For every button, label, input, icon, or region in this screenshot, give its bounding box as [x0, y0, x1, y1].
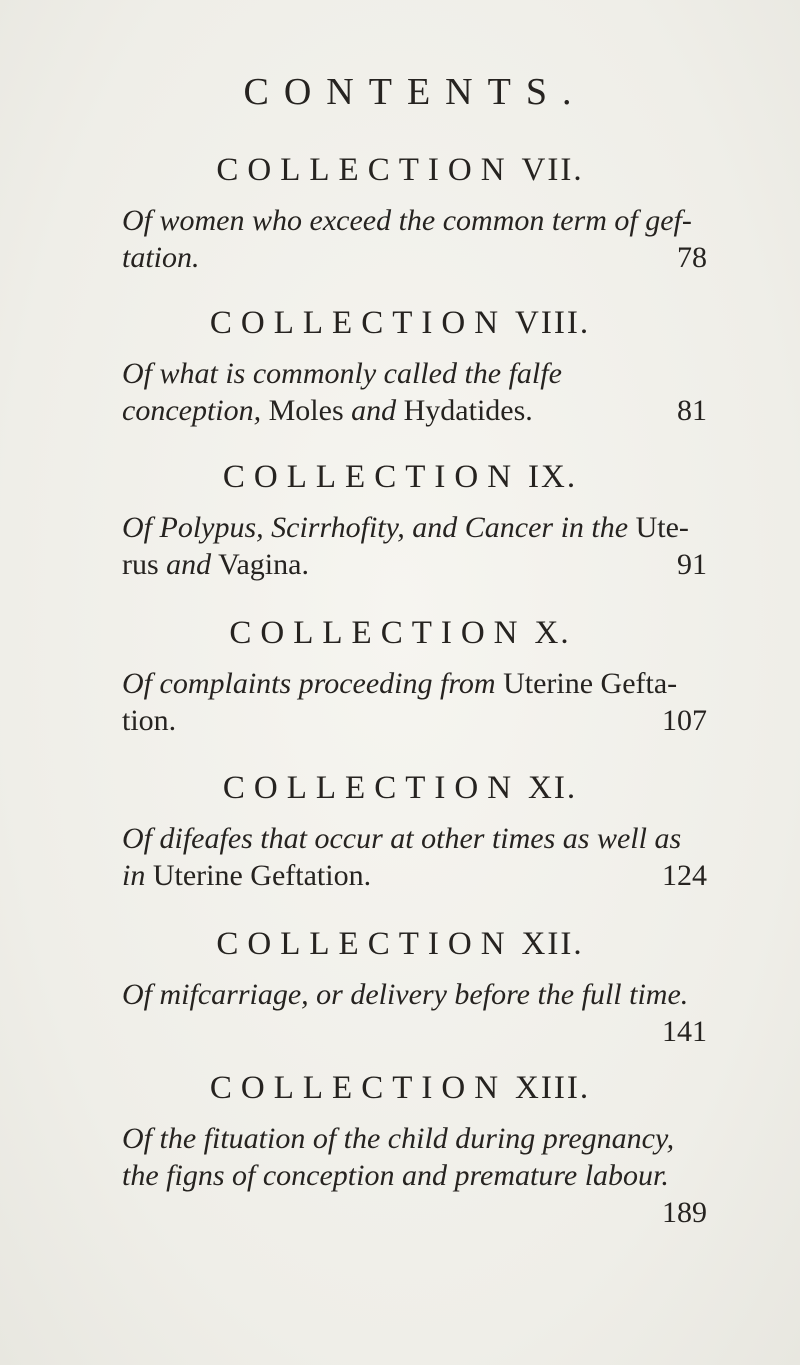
page-number: 107 — [662, 704, 707, 737]
contents-entry-viii — [0, 303, 800, 429]
page-number: 78 — [677, 241, 707, 274]
contents-entry-xi — [0, 768, 800, 894]
collection-description: Of what is commonly called the falfe conception, Moles and Hydatides. 81 — [122, 357, 707, 427]
collection-heading: COLLECTION VII. — [216, 152, 584, 188]
collection-heading: COLLECTION VIII. — [209, 305, 591, 341]
contents-entry-vii — [0, 150, 800, 276]
collection-heading: COLLECTION XIII. — [209, 1070, 591, 1106]
contents-entry-xiii — [0, 1068, 800, 1231]
collection-description: Of difeafes that occur at other times as well as in Uterine Geftation. 124 — [122, 822, 707, 892]
contents-entry-x — [0, 613, 800, 739]
page-number: 81 — [677, 394, 707, 427]
contents-entry-xii — [0, 924, 800, 1050]
collection-description: Of Polypus, Scirrhofity, and Cancer in the Ute-rus and Vagina. 91 — [122, 511, 707, 581]
collection-description: Of women who exceed the common term of gef- tation. 78 — [122, 204, 707, 274]
contents-entry-ix — [0, 457, 800, 583]
page-number: 124 — [662, 859, 707, 892]
collection-heading: COLLECTION IX. — [222, 459, 578, 495]
collection-heading: COLLECTION X. — [229, 615, 571, 651]
page-number: 141 — [662, 1015, 707, 1048]
collection-description: Of mifcarriage, or delivery before the full time. 141 — [122, 978, 707, 1048]
page-number: 189 — [662, 1196, 707, 1229]
collection-description: Of complaints proceeding from Uterine Gefta-tion. 107 — [122, 667, 707, 737]
page-number: 91 — [677, 548, 707, 581]
collection-heading: COLLECTION XI. — [222, 770, 578, 806]
collection-description: Of the fituation of the child during pregnancy, the figns of conception and premature labour. 189 — [122, 1122, 707, 1229]
collection-heading: COLLECTION XII. — [216, 926, 584, 962]
page-title: CONTENTS. — [243, 71, 587, 113]
